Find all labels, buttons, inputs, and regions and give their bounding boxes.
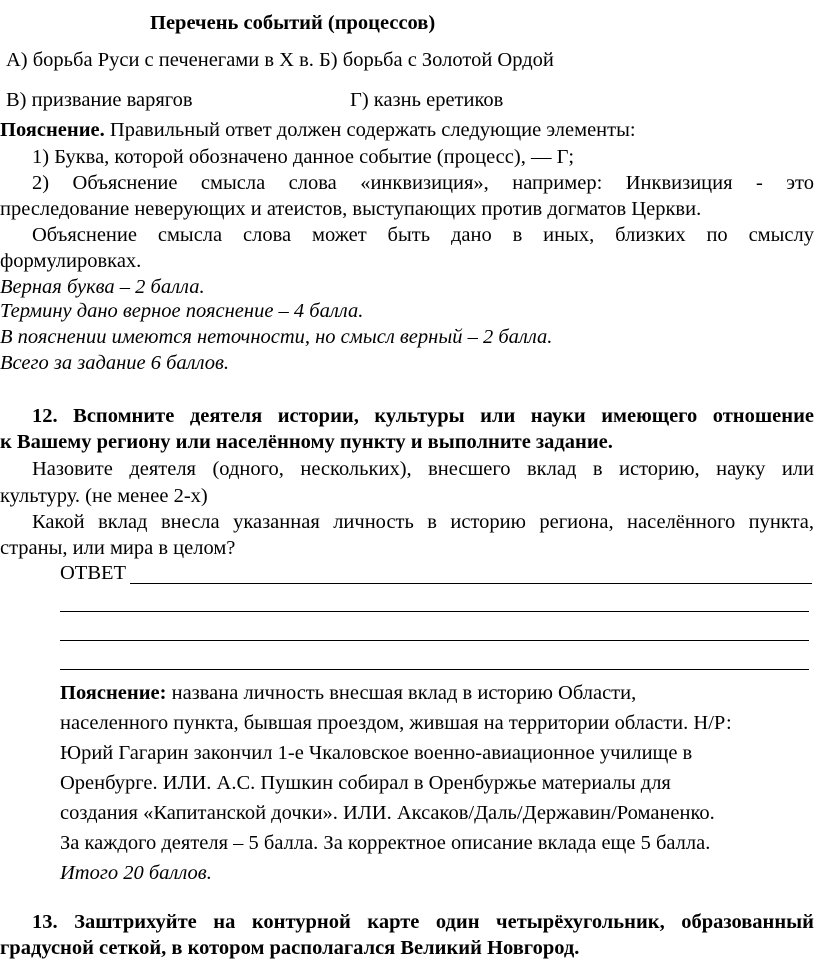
task-12-q2-line-1: Какой вклад внесла указанная личность в историю региона, населённого пункта,: [32, 511, 814, 533]
score-inaccuracy: В пояснении имеются неточности, но смысл верный – 2 балла.: [0, 326, 553, 348]
answer-line-2[interactable]: [60, 611, 809, 612]
score-term: Термину дано верное пояснение – 4 балла.: [0, 300, 364, 322]
answer-line-1[interactable]: [130, 583, 812, 584]
explanation-2-label: Пояснение:: [60, 682, 167, 704]
task-13-title-line-2: градусной сеткой, в котором располагался Великий Новгород.: [0, 937, 580, 959]
explanation-2-line-2: населенного пункта, бывшая проездом, жившая на территории области. Н/Р:: [60, 712, 732, 734]
answer-line-4[interactable]: [60, 669, 809, 670]
event-v: В) призвание варягов: [6, 89, 193, 111]
answer-label: ОТВЕТ: [60, 562, 127, 584]
task-12-q1-line-1: Назовите деятеля (одного, нескольких), внесшего вклад в историю, науку или: [32, 458, 814, 480]
task-12-title-line-1: 12. Вспомните деятеля истории, культуры или науки имеющего отношение: [32, 405, 814, 427]
explanation-2-line-5: создания «Капитанской дочки». ИЛИ. Аксаков/Даль/Державин/Романенко.: [60, 802, 715, 824]
explanation-label: Пояснение.: [0, 119, 105, 141]
task-12-q2-line-2: страны, или мира в целом?: [0, 537, 236, 559]
events-title: Перечень событий (процессов): [150, 12, 436, 34]
explanation-2-line-6: За каждого деятеля – 5 балла. За корректное описание вклада еще 5 балла.: [60, 832, 711, 854]
explanation-2-line-1-text: названа личность внесшая вклад в историю Области,: [166, 682, 637, 704]
score-total: Всего за задание 6 баллов.: [0, 352, 230, 374]
explanation-intro: [0, 120, 636, 141]
explanation-2-line-4: Оренбурге. ИЛИ. А.С. Пушкин собирал в Оренбуржье материалы для: [60, 772, 671, 794]
answer-line-3[interactable]: [60, 640, 809, 641]
explanation-item-2-line-2: преследование неверующих и атеистов, выступающих против догматов Церкви.: [0, 198, 702, 220]
explanation-2-line-1: [60, 683, 636, 704]
score-letter: Верная буква – 2 балла.: [0, 276, 205, 298]
event-g: Г) казнь еретиков: [350, 89, 504, 111]
events-row-1: А) борьба Руси с печенегами в X в. Б) борьба с Золотой Ордой: [6, 49, 554, 71]
task-12-title-line-2: к Вашему региону или населённому пункту и выполните задание.: [0, 431, 613, 453]
explanation-note-line-1: Объяснение смысла слова может быть дано в иных, близких по смыслу: [32, 224, 814, 246]
explanation-2-line-3: Юрий Гагарин закончил 1-е Чкаловское военно-авиационное училище в: [60, 742, 693, 764]
explanation-2-total: Итого 20 баллов.: [60, 862, 212, 884]
explanation-item-1: 1) Буква, которой обозначено данное событие (процесс), — Г;: [32, 146, 575, 168]
task-13-title-line-1: 13. Заштрихуйте на контурной карте один четырёхугольник, образованный: [32, 911, 814, 933]
explanation-intro-text: Правильный ответ должен содержать следующие элементы:: [104, 119, 636, 141]
task-12-q1-line-2: культуру. (не менее 2-х): [0, 485, 208, 507]
explanation-item-2-line-1: 2) Объяснение смысла слова «инквизиция», например: Инквизиция - это: [32, 172, 814, 194]
explanation-note-line-2: формулировках.: [0, 250, 142, 272]
